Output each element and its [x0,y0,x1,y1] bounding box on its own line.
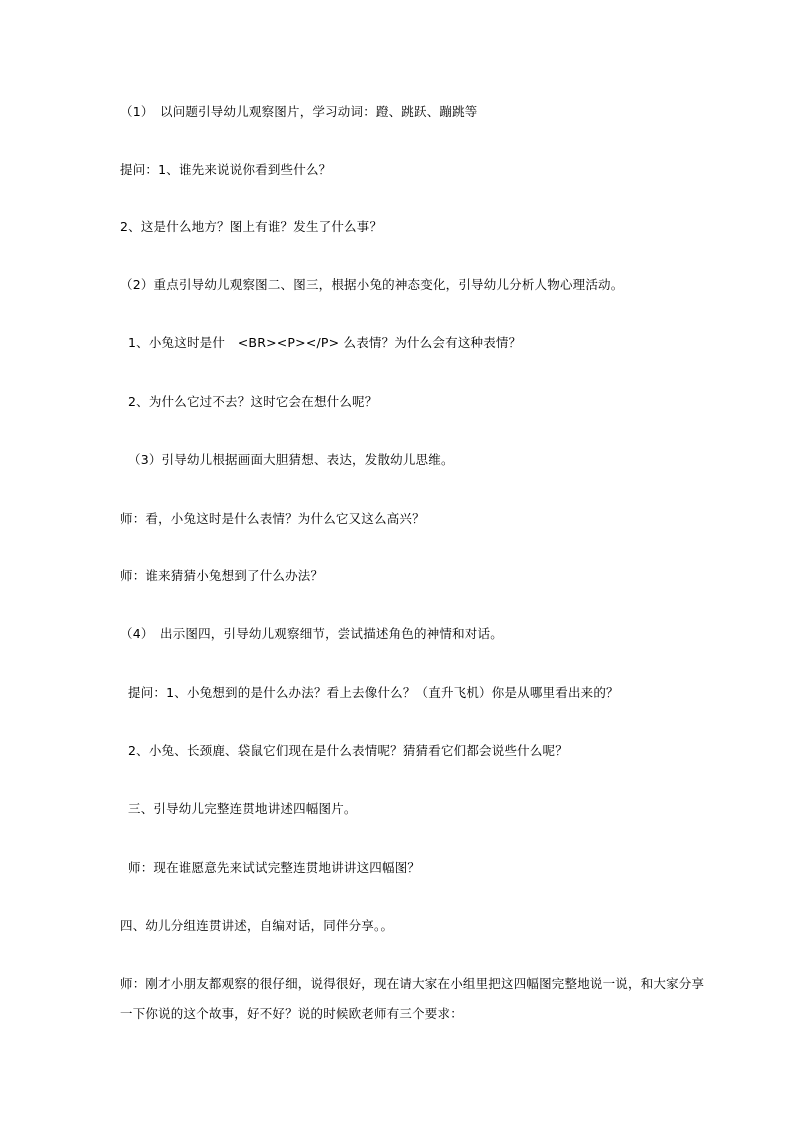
paragraph-why-cannot-pass: 2、为什么它过不去？这时它会在想什么呢？ [128,394,378,409]
paragraph-teacher-guess: 师：谁来猜猜小兔想到了什么办法？ [120,568,324,583]
paragraph-show-picture-four: （4） 出示图四，引导幼儿观察细节，尝试描述角色的神情和对话。 [120,626,503,641]
paragraph-section-four: 四、幼儿分组连贯讲述，自编对话，同伴分享。。 [120,918,394,933]
paragraph-teacher-look: 师：看，小兔这时是什么表情？为什么它又这么高兴？ [120,511,425,526]
paragraph-section-three: 三、引导幼儿完整连贯地讲述四幅图片。 [128,801,357,816]
paragraph-expressions: 2、小兔、长颈鹿、袋鼠它们现在是什么表情呢？猜猜看它们都会说些什么呢？ [128,743,568,758]
paragraph-question-2: 2、这是什么地方？图上有谁？发生了什么事？ [120,219,383,234]
paragraph-teacher-share-1: 师：刚才小朋友都观察的很仔细，说得很好，现在请大家在小组里把这四幅图完整地说一说，和大家分享 [120,976,705,991]
paragraph-question-guide: （1） 以问题引导幼儿观察图片，学习动词：蹬、跳跃、蹦跳等 [120,104,478,119]
paragraph-question-1: 提问：1、谁先来说说你看到些什么？ [120,162,332,177]
paragraph-bold-guess: （3）引导幼儿根据画面大胆猜想、表达，发散幼儿思维。 [128,452,454,467]
paragraph-teacher-share-2: 一下你说的这个故事，好不好？说的时候欧老师有三个要求： [120,1006,463,1021]
paragraph-teacher-try: 师：现在谁愿意先来试试完整连贯地讲讲这四幅图？ [128,860,421,875]
paragraph-key-guide: （2）重点引导幼儿观察图二、图三，根据小兔的神态变化，引导幼儿分析人物心理活动。 [120,277,624,292]
paragraph-question-method: 提问：1、小兔想到的是什么办法？看上去像什么？（直升飞机）你是从哪里看出来的？ [128,685,619,700]
paragraph-rabbit-expression: 1、小兔这时是什 <BR><P></P> 么表情？为什么会有这种表情？ [128,335,522,350]
